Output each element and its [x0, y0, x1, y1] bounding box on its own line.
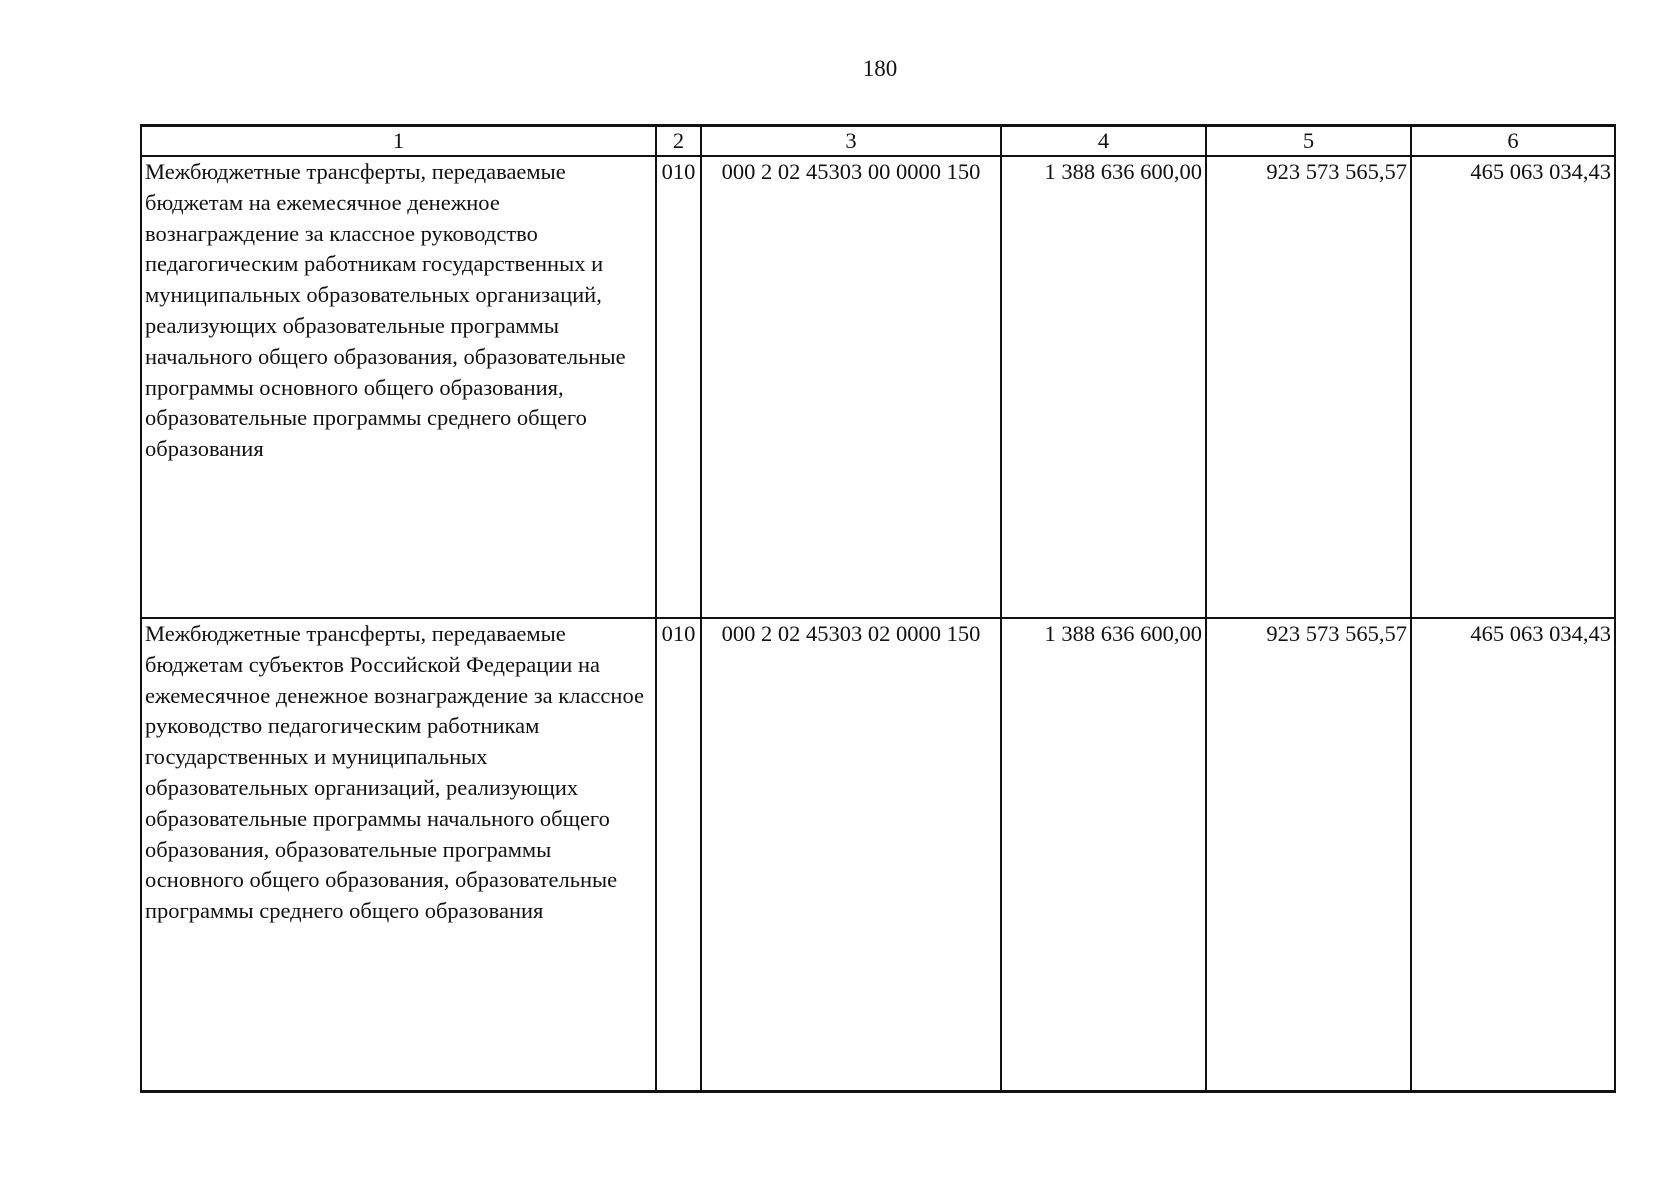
income-code: 000 2 02 45303 02 0000 150 [701, 618, 1001, 1092]
executed-amount: 923 573 565,57 [1206, 618, 1411, 1092]
admin-code: 010 [656, 618, 701, 1092]
page-number: 180 [862, 56, 898, 81]
admin-code: 010 [656, 156, 701, 618]
budget-table [140, 124, 1616, 1093]
column-header-6: 6 [1411, 126, 1615, 157]
row-description: Межбюджетные трансферты, передаваемые бюджетам на ежемесячное денежное вознаграждение за классное руководство педагогическим работникам государственных и муниципальных образовательных организаций, реализующих образовательные программы начального общего образования, образовательные программы основного общего образования, образовательные программы среднего общего образования [141, 156, 656, 618]
column-header-1: 1 [141, 126, 656, 157]
column-header-3: 3 [701, 126, 1001, 157]
header-row [141, 126, 1615, 157]
executed-amount: 923 573 565,57 [1206, 156, 1411, 618]
income-code: 000 2 02 45303 00 0000 150 [701, 156, 1001, 618]
unexecuted-amount: 465 063 034,43 [1411, 618, 1615, 1092]
table-row [141, 156, 1615, 618]
table-row [141, 618, 1615, 1092]
row-description: Межбюджетные трансферты, передаваемые бюджетам субъектов Российской Федерации на ежемесячное денежное вознаграждение за классное руководство педагогическим работникам государственных и муниципальных образовательных организаций, реализующих образовательные программы начального общего образования, образовательные программы основного общего образования, образовательные программы среднего общего образования [141, 618, 656, 1092]
approved-amount: 1 388 636 600,00 [1001, 156, 1206, 618]
approved-amount: 1 388 636 600,00 [1001, 618, 1206, 1092]
column-header-2: 2 [656, 126, 701, 157]
column-header-5: 5 [1206, 126, 1411, 157]
column-header-4: 4 [1001, 126, 1206, 157]
unexecuted-amount: 465 063 034,43 [1411, 156, 1615, 618]
